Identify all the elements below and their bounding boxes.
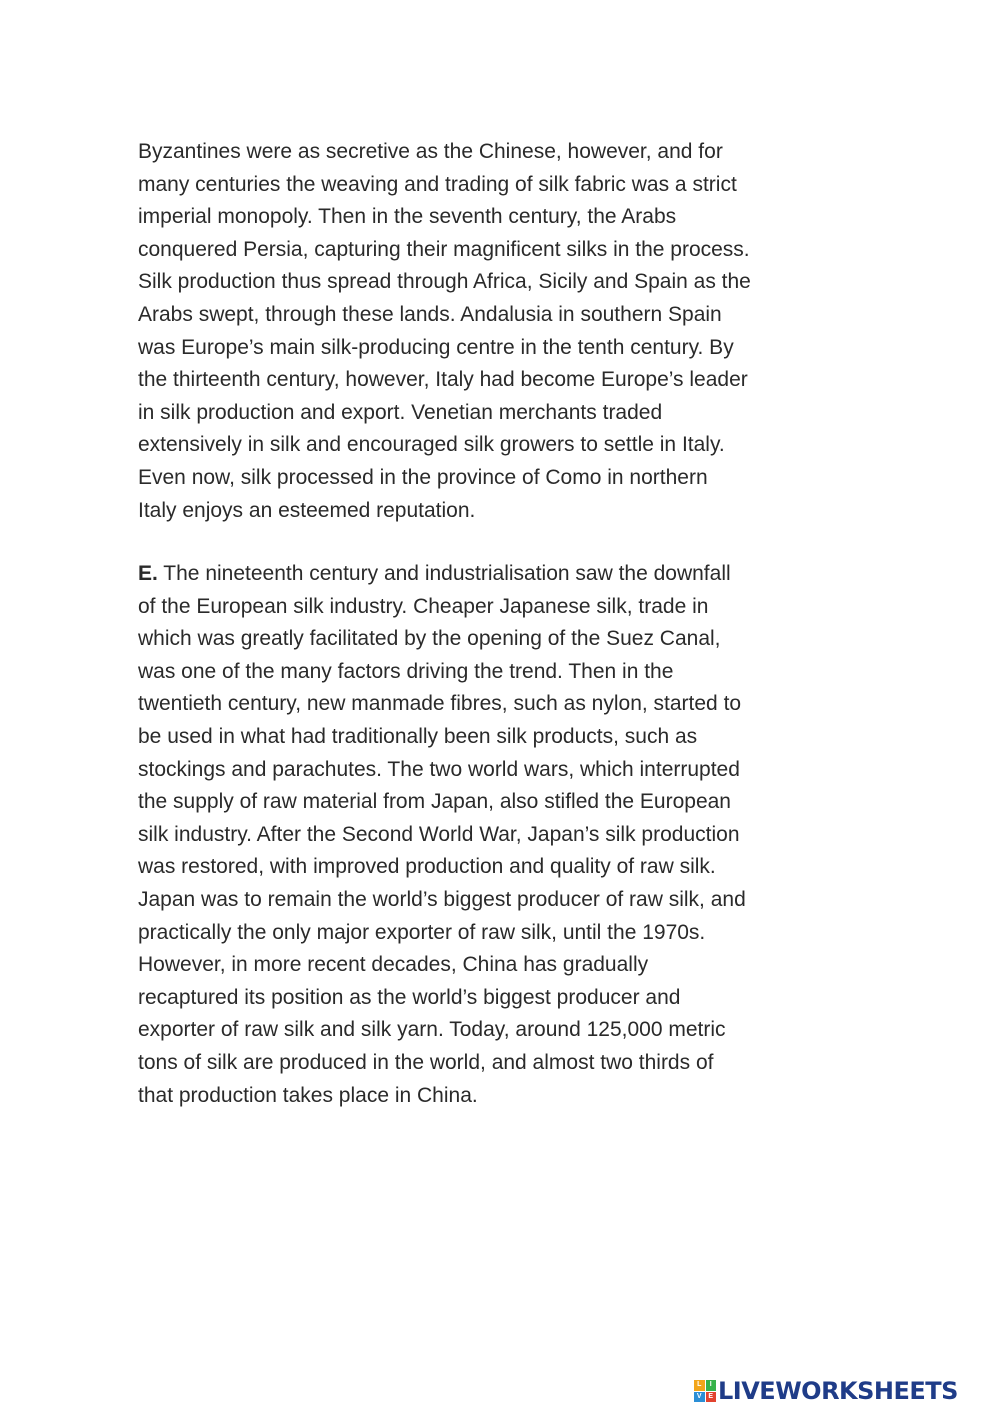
text-line: the thirteenth century, however, Italy had become Europe’s leader [138,368,748,392]
text-line: many centuries the weaving and trading of silk fabric was a strict [138,172,737,196]
text-line: recaptured its position as the world’s biggest producer and [138,985,681,1009]
text-line: tons of silk are produced in the world, and almost two thirds of [138,1050,714,1074]
text-line: Byzantines were as secretive as the Chinese, however, and for [138,140,723,163]
mark-letter: I [706,1380,717,1391]
text-line: exporter of raw silk and silk yarn. Today, around 125,000 metric [138,1018,726,1042]
text-line: was Europe’s main silk-producing centre in the tenth century. By [138,335,734,359]
text-line: was restored, with improved production and quality of raw silk. [138,855,716,879]
brand-name: LIVEWORKSHEETS [718,1377,958,1405]
text-line: Even now, silk processed in the province of Como in northern [138,465,708,489]
text-segment: The nineteenth century and industrialisation saw the downfall [157,562,731,585]
paragraph-d [138,136,878,527]
text-line: Arabs swept, through these lands. Andalusia in southern Spain [138,302,722,326]
text-line: extensively in silk and encouraged silk growers to settle in Italy. [138,433,725,457]
text-line: twentieth century, new manmade fibres, such as nylon, started to [138,692,742,716]
mark-letter: E [706,1392,717,1403]
text-line: that production takes place in China. [138,1083,478,1107]
text-line: of the European silk industry. Cheaper Japanese silk, trade in [138,594,709,618]
text-line: the supply of raw material from Japan, also stifled the European [138,790,731,814]
text-line: Silk production thus spread through Africa, Sicily and Spain as the [138,270,751,294]
text-line [138,558,878,591]
text-line: stockings and parachutes. The two world wars, which interrupted [138,757,740,781]
text-line: practically the only major exporter of raw silk, until the 1970s. [138,920,706,944]
paragraph-label: E. [138,562,158,585]
text-line: was one of the many factors driving the trend. Then in the [138,659,674,683]
text-line: However, in more recent decades, China has gradually [138,953,649,977]
liveworksheets-mark-icon [694,1380,716,1402]
text-line: Japan was to remain the world’s biggest producer of raw silk, and [138,887,746,911]
paragraph-e [138,558,878,1112]
text-line: imperial monopoly. Then in the seventh century, the Arabs [138,205,677,229]
text-line: in silk production and export. Venetian merchants traded [138,400,663,424]
text-line: silk industry. After the Second World War, Japan’s silk production [138,822,740,846]
text-line: which was greatly facilitated by the opening of the Suez Canal, [138,627,721,651]
text-line: be used in what had traditionally been silk products, such as [138,724,698,748]
text-line: Italy enjoys an esteemed reputation. [138,498,476,522]
mark-letter: L [694,1380,705,1391]
liveworksheets-logo[interactable] [694,1378,958,1404]
mark-letter: V [694,1392,705,1403]
text-line: conquered Persia, capturing their magnificent silks in the process. [138,237,750,261]
